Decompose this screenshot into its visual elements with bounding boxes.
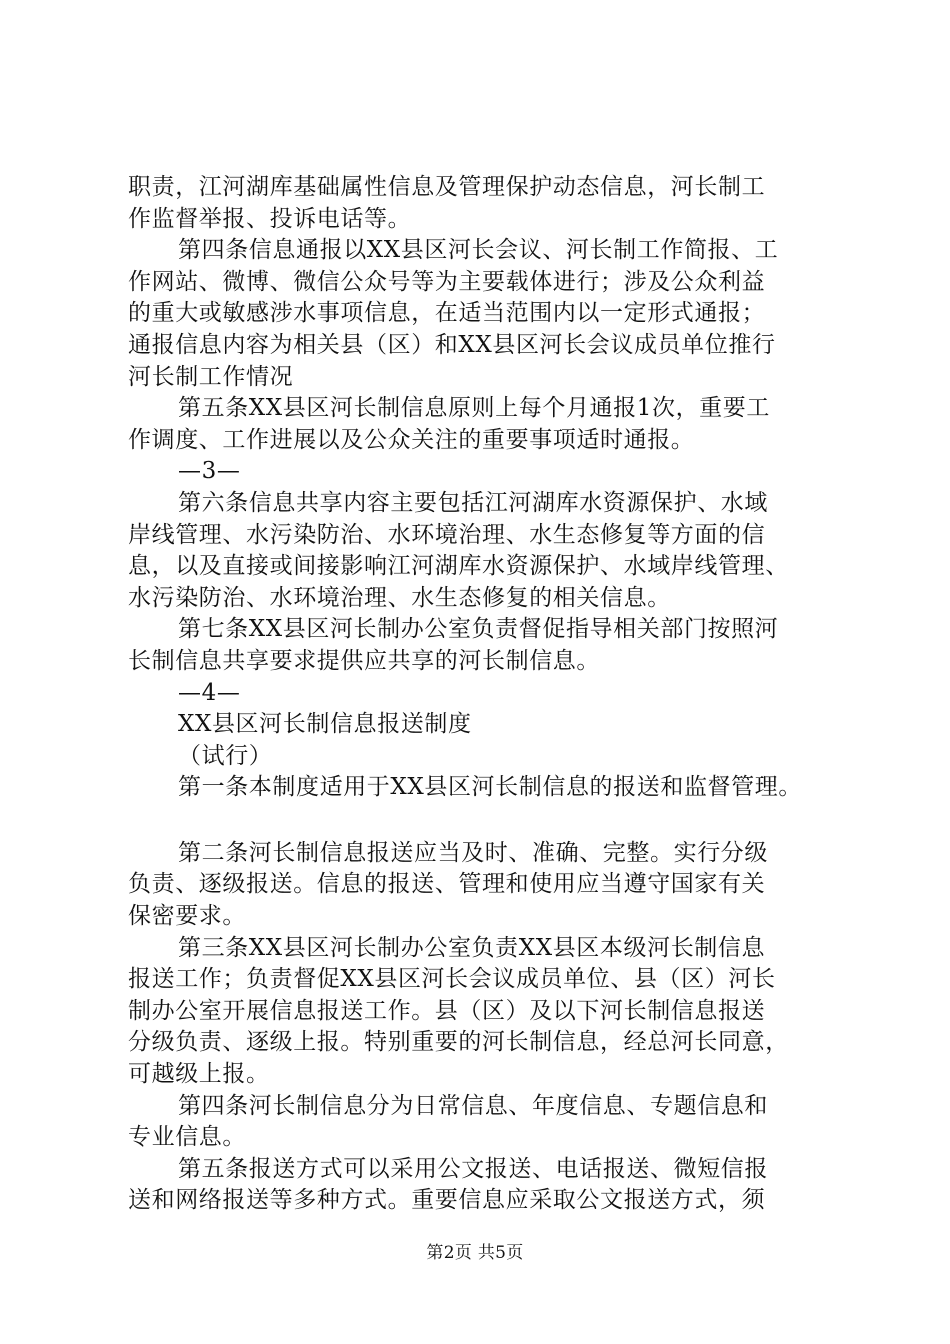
text-line: 岸线管理、水污染防治、水环境治理、水生态修复等方面的信 <box>128 521 766 548</box>
text-line: 河长制工作情况 <box>128 363 294 390</box>
text-line: 第一条本制度适用于XX县区河长制信息的报送和监督管理。 <box>178 774 802 801</box>
text-line: 专业信息。 <box>128 1124 246 1151</box>
page-marker: —4— <box>178 679 241 706</box>
text-line: 第五条XX县区河长制信息原则上每个月通报1次，重要工 <box>178 395 770 422</box>
text-line: 作网站、微博、微信公众号等为主要载体进行；涉及公众利益 <box>128 268 766 295</box>
text-line: 负责、逐级报送。信息的报送、管理和使用应当遵守国家有关 <box>128 871 766 898</box>
paragraph-gap <box>128 804 840 838</box>
text-line: 第七条XX县区河长制办公室负责督促指导相关部门按照河 <box>178 616 779 643</box>
text-line: 通报信息内容为相关县（区）和XX县区河长会议成员单位推行 <box>128 331 776 358</box>
text-line: 报送工作；负责督促XX县区河长会议成员单位、县（区）河长 <box>128 966 776 993</box>
section-subtitle: （试行） <box>178 742 273 769</box>
text-line: 第六条信息共享内容主要包括江河湖库水资源保护、水域 <box>178 489 768 516</box>
document-body <box>128 172 840 1217</box>
page-marker: —3— <box>178 458 241 485</box>
text-line: 第二条河长制信息报送应当及时、准确、完整。实行分级 <box>178 839 768 866</box>
text-line: 保密要求。 <box>128 903 246 930</box>
page-indicator: 第2页 共5页 <box>426 1243 524 1263</box>
text-line: 息，以及直接或间接影响江河湖库水资源保护、水域岸线管理、 <box>128 553 789 580</box>
text-line: 第三条XX县区河长制办公室负责XX县区本级河长制信息 <box>178 934 766 961</box>
text-line: 作监督举报、投诉电话等。 <box>128 205 412 232</box>
text-line: 送和网络报送等多种方式。重要信息应采取公文报送方式，须 <box>128 1187 766 1214</box>
page-footer <box>0 1242 950 1264</box>
text-line: 的重大或敏感涉水事项信息，在适当范围内以一定形式通报； <box>128 300 766 327</box>
text-line: 职责，江河湖库基础属性信息及管理保护动态信息，河长制工 <box>128 174 766 200</box>
text-line: 制办公室开展信息报送工作。县（区）及以下河长制信息报送 <box>128 997 766 1024</box>
text-line: 可越级上报。 <box>128 1061 270 1088</box>
text-line: 第四条河长制信息分为日常信息、年度信息、专题信息和 <box>178 1092 768 1119</box>
text-line: 第五条报送方式可以采用公文报送、电话报送、微短信报 <box>178 1155 768 1182</box>
text-line: 长制信息共享要求提供应共享的河长制信息。 <box>128 647 600 674</box>
text-line: 分级负责、逐级上报。特别重要的河长制信息，经总河长同意， <box>128 1029 789 1056</box>
section-title: XX县区河长制信息报送制度 <box>178 711 472 738</box>
text-line: 第四条信息通报以XX县区河长会议、河长制工作简报、工 <box>178 237 779 264</box>
text-line: 作调度、工作进展以及公众关注的重要事项适时通报。 <box>128 426 695 453</box>
text-line: 水污染防治、水环境治理、水生态修复的相关信息。 <box>128 584 671 611</box>
